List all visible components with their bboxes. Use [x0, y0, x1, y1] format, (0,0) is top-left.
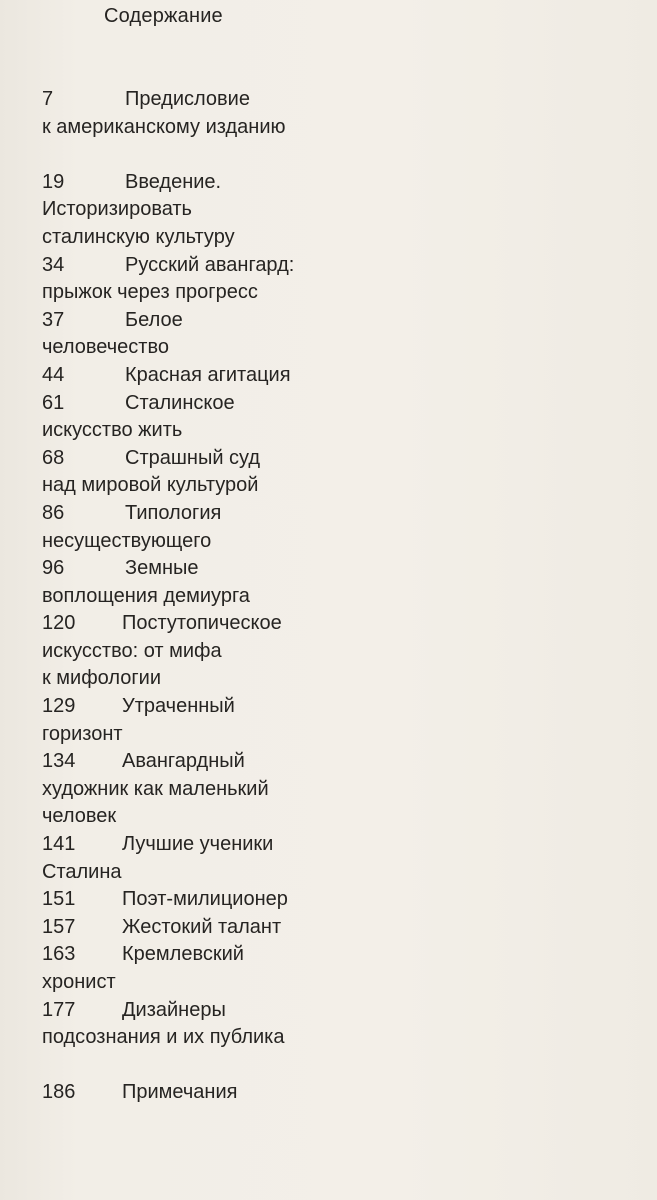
toc-entry-title: Авангардный художник как маленький человек: [42, 750, 269, 828]
toc-entry-title: Предисловие к американскому изданию: [42, 88, 286, 138]
toc-entry: [42, 886, 642, 914]
toc-entry: [42, 748, 642, 831]
toc-entry-title: Лучшие ученики Сталина: [42, 833, 274, 883]
toc-entry: [42, 362, 642, 390]
toc-page-number: 96: [42, 557, 65, 580]
toc-page-number: 134: [42, 750, 76, 773]
toc-page-number: 177: [42, 998, 76, 1021]
toc-page-number: 120: [42, 612, 76, 635]
toc-entry-title: Поэт-милиционер: [122, 888, 288, 911]
toc-entry: [42, 445, 642, 500]
toc-entry-title: Жестокий талант: [122, 915, 282, 938]
toc-entry: [42, 693, 642, 748]
toc-page-number: 163: [42, 943, 76, 966]
toc-entry-title: Утраченный горизонт: [42, 695, 235, 745]
toc-page-number: 157: [42, 915, 76, 938]
toc-entry: [42, 941, 642, 996]
toc-entry-title: Страшный суд над мировой культурой: [42, 446, 261, 497]
toc-entry: [42, 997, 642, 1052]
toc-page-number: 141: [42, 833, 76, 856]
toc-entry-title: Постутопическое искусство: от мифа к мифологии: [42, 612, 282, 690]
toc-entry-title: Примечания: [122, 1081, 238, 1104]
toc-entry: [42, 86, 642, 141]
toc-page-number: 7: [42, 88, 54, 110]
toc-page-number: 86: [42, 501, 65, 524]
toc-entry: [42, 252, 642, 307]
toc-entry: [42, 500, 642, 555]
page-title: Содержание: [104, 5, 223, 27]
toc-entry-title: Типология несуществующего: [42, 501, 222, 552]
toc-entry: [42, 390, 642, 445]
toc-page-number: 34: [42, 253, 65, 276]
toc-entry: [42, 555, 642, 610]
toc-entry: [42, 610, 642, 693]
toc-entry-title: Земные воплощения демиурга: [42, 557, 250, 607]
toc-entry-title: Дизайнеры подсознания и их публика: [42, 998, 285, 1049]
table-of-contents: [42, 86, 642, 1107]
toc-entry-title: Красная агитация: [125, 363, 291, 386]
toc-entry: [42, 831, 642, 886]
toc-entry: [42, 1079, 642, 1107]
toc-page-number: 44: [42, 363, 65, 386]
toc-page-number: 186: [42, 1081, 76, 1104]
toc-entry-title: Кремлевский хронист: [42, 943, 244, 993]
toc-entry-title: Сталинское искусство жить: [42, 391, 235, 442]
toc-page-number: 68: [42, 446, 65, 469]
toc-entry: [42, 914, 642, 942]
toc-page-number: 61: [42, 391, 65, 414]
toc-page-number: 151: [42, 888, 76, 911]
toc-entry-title: Русский авангард: прыжок через прогресс: [42, 253, 295, 304]
toc-page-number: 19: [42, 170, 65, 193]
toc-entry: [42, 307, 642, 362]
toc-entry: [42, 169, 642, 252]
toc-page-number: 37: [42, 308, 65, 331]
toc-entry-title: Введение. Историзировать сталинскую культуру: [42, 170, 235, 248]
toc-page-number: 129: [42, 695, 76, 718]
toc-entry-title: Белое человечество: [42, 308, 183, 359]
